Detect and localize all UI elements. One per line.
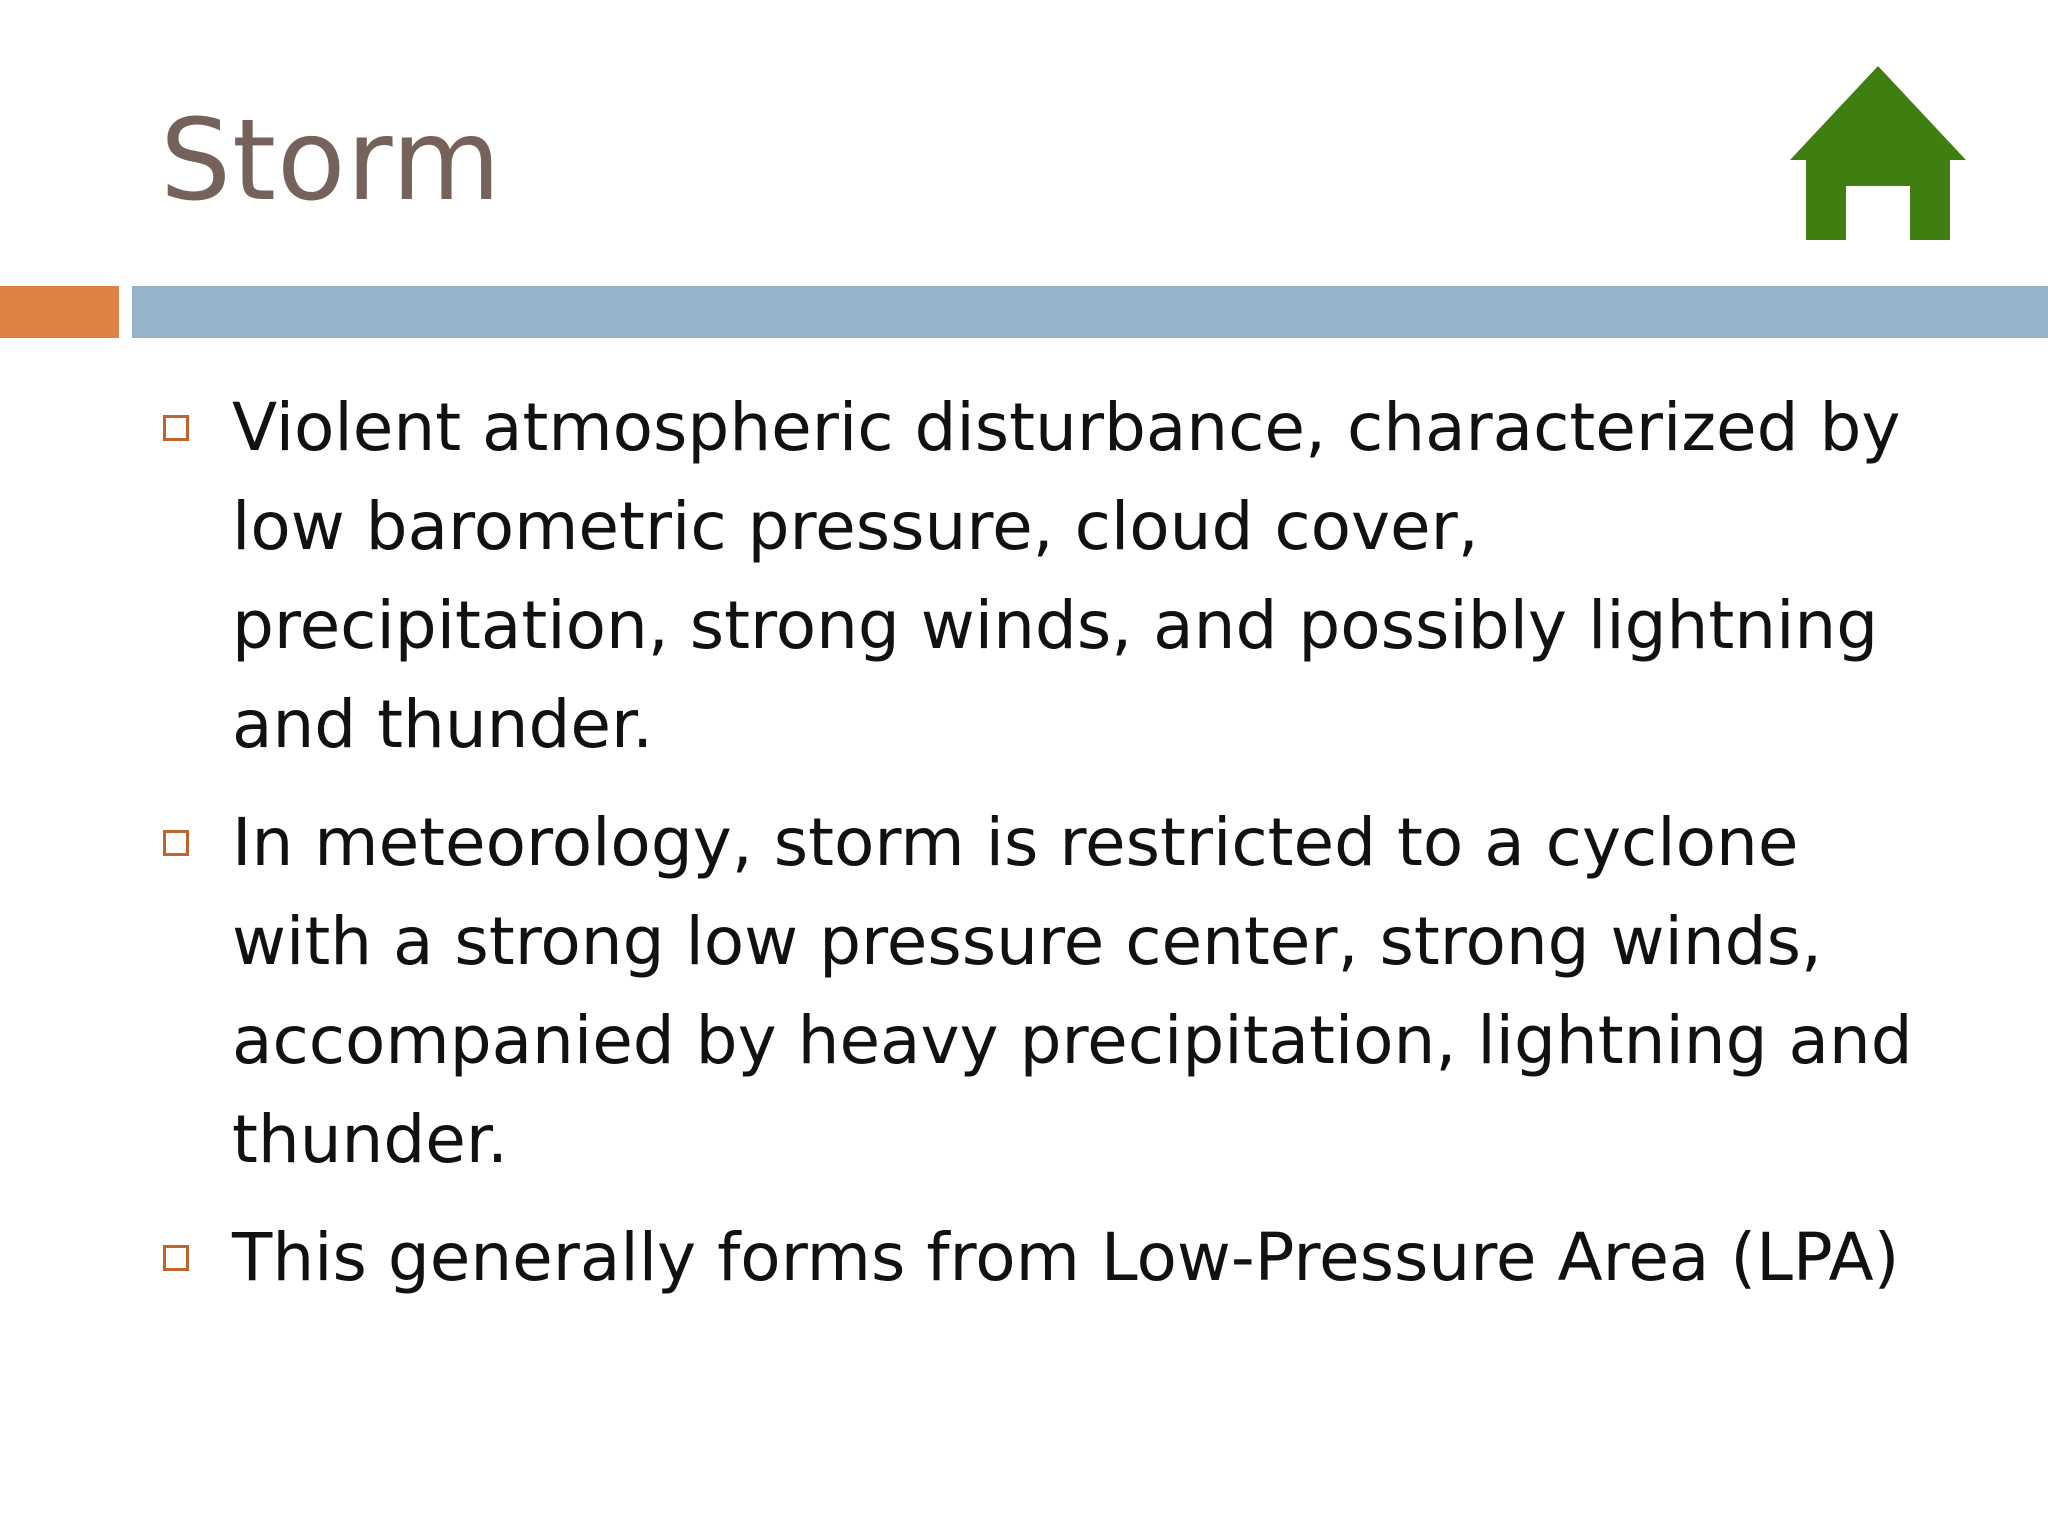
title-rule-bar — [132, 286, 2048, 338]
accent-bar — [0, 286, 119, 338]
bullet-text: This generally forms from Low-Pressure Area (LPA) — [232, 1219, 1900, 1296]
bullet-item — [160, 793, 1920, 1189]
slide-title: Storm — [160, 96, 502, 226]
square-bullet-icon — [163, 830, 189, 856]
square-bullet-icon — [163, 1245, 189, 1271]
bullet-list — [160, 378, 1920, 1326]
bullet-text: In meteorology, storm is restricted to a cyclone with a strong low pressure center, strong winds, accompanied by heavy precipitation, lightning and thunder. — [232, 804, 1913, 1178]
bullet-item — [160, 378, 1920, 774]
bullet-text: Violent atmospheric disturbance, characterized by low barometric pressure, cloud cover, precipitation, strong winds, and possibly lightning and thunder. — [232, 389, 1901, 763]
home-button[interactable] — [1790, 66, 1966, 242]
home-icon — [1790, 66, 1966, 242]
bullet-item — [160, 1208, 1920, 1307]
square-bullet-icon — [163, 415, 189, 441]
